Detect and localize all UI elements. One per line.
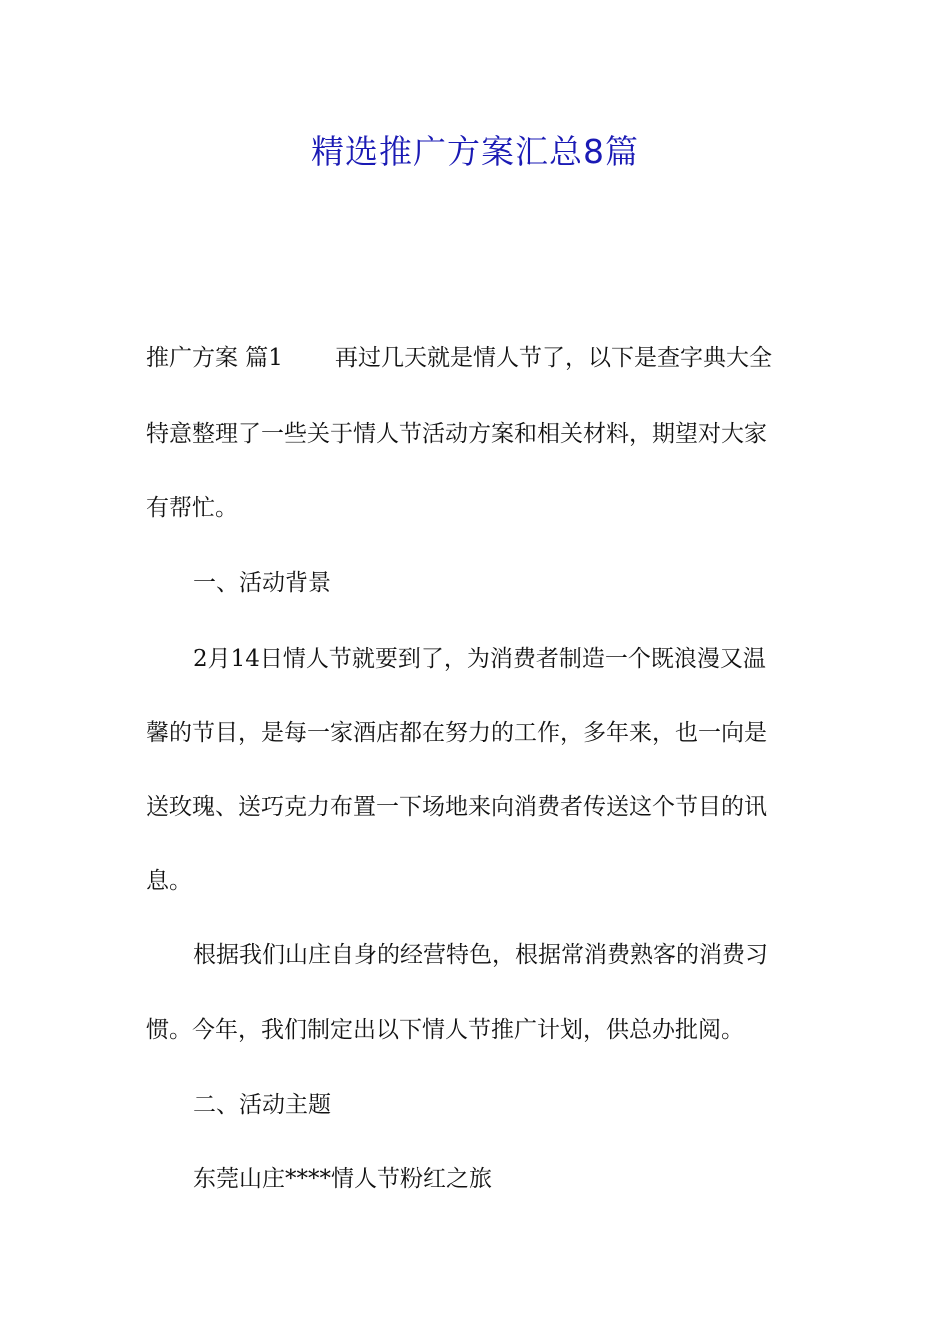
line-text: 息。: [146, 868, 192, 894]
document-title: 精选推广方案汇总8篇: [311, 132, 639, 171]
paragraph-line: [146, 490, 238, 527]
line-text: 一、活动背景: [193, 570, 331, 596]
paragraph-line: [193, 641, 766, 678]
line-text: 2月14日情人节就要到了，为消费者制造一个既浪漫又温: [193, 646, 766, 672]
section-label: 推广方案 篇1: [146, 345, 283, 371]
paragraph-line: [146, 789, 767, 826]
paragraph-line: [146, 1012, 744, 1049]
section-heading: [193, 1087, 331, 1124]
line-text: 根据我们山庄自身的经营特色，根据常消费熟客的消费习: [193, 942, 768, 968]
line-text: 惯。今年，我们制定出以下情人节推广计划，供总办批阅。: [146, 1017, 744, 1043]
paragraph-line: [146, 416, 767, 453]
line-text: 送玫瑰、送巧克力布置一下场地来向消费者传送这个节目的讯: [146, 794, 767, 820]
paragraph-line: [146, 340, 772, 377]
paragraph-line: [146, 863, 192, 900]
paragraph-line: [193, 1161, 492, 1198]
section-heading: [193, 565, 331, 602]
paragraph-line: [193, 937, 768, 974]
line-text: 有帮忙。: [146, 495, 238, 521]
line-text: 再过几天就是情人节了，以下是查字典大全: [334, 345, 772, 371]
line-text: 馨的节目，是每一家酒店都在努力的工作，多年来，也一向是: [146, 720, 767, 746]
paragraph-line: [146, 715, 767, 752]
line-text: 特意整理了一些关于情人节活动方案和相关材料，期望对大家: [146, 421, 767, 447]
line-text: 二、活动主题: [193, 1092, 331, 1118]
line-text: 东莞山庄****情人节粉红之旅: [193, 1166, 492, 1192]
